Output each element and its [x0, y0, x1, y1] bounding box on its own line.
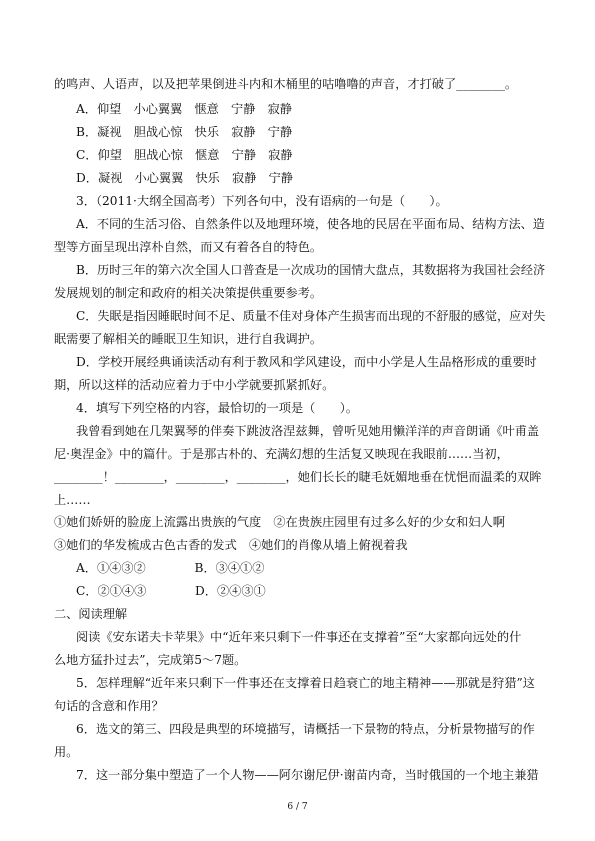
- option-c: C．失眠是指因睡眠时间不足、质量不佳对身体产生损害而出现的不舒服的感觉，应对失: [76, 309, 546, 323]
- option-b: B．凝视 胆战心惊 快乐 寂静 宁静: [76, 125, 293, 139]
- text-line: 型等方面呈现出淳朴自然，而又有着各自的特色。: [54, 240, 323, 254]
- passage-line: 上……: [54, 493, 91, 507]
- choice-line: ①她们娇妍的脸庞上流露出贵族的气度 ②在贵族庄园里有过多么好的少女和妇人啊: [54, 515, 505, 529]
- option-d: D．凝视 小心翼翼 快乐 寂静 宁静: [76, 171, 293, 185]
- option-c: C．仰望 胆战心惊 惬意 宁静 寂静: [76, 148, 293, 162]
- answer-options: A．①④③② B．③④①②: [76, 561, 265, 575]
- passage-line: 我曾看到她在几架翼琴的伴奏下跳波洛涅兹舞，曾听见她用懒洋洋的声音朗诵《叶甫盖: [76, 424, 540, 438]
- choice-line: ③她们的华发梳成古色古香的发式 ④她们的肖像从墙上俯视着我: [54, 538, 408, 552]
- page-number: 6 / 7: [287, 802, 308, 812]
- text-line: 发展规划的制定和政府的相关决策提供重要参考。: [54, 286, 323, 300]
- section-heading: 二、阅读理解: [54, 607, 128, 621]
- text-line: 用。: [54, 745, 79, 759]
- option-d: D．学校开展经典诵读活动有利于教风和学风建设，而中小学是人生品格形成的重要时: [76, 355, 537, 369]
- reading-instruction: 阅读《安东诺夫卡苹果》中“近年来只剩下一件事还在支撑着”至“大家都向远处的什: [76, 630, 522, 644]
- text-line: 句话的含意和作用？: [54, 699, 164, 713]
- question-5: 5．怎样理解“近年来只剩下一件事还在支撑着日趋衰亡的地主精神——那就是狩猎”这: [76, 676, 535, 690]
- option-a: A．不同的生活习俗、自然条件以及地理环境，使各地的民居在平面布局、结构方法、造: [76, 217, 545, 231]
- text-line: 眠需要了解相关的睡眠卫生知识，进行自我调护。: [54, 332, 323, 346]
- option-b: B．历时三年的第六次全国人口普查是一次成功的国情大盘点，其数据将为我国社会经济: [76, 263, 546, 277]
- passage-line: 尼·奥涅金》中的篇什。于是那古朴的、充满幻想的生活复又映现在我眼前……当初，: [54, 447, 509, 461]
- question-3: 3．（2011·大纲全国高考）下列各句中，没有语病的一句是（ ）。: [76, 194, 448, 208]
- text-line: 的鸣声、人语声，以及把苹果倒进斗内和木桶里的咕噜噜的声音，才打破了________。: [54, 77, 518, 91]
- reading-instruction: 么地方猛扑过去”，完成第5～7题。: [54, 653, 247, 667]
- option-a: A．仰望 小心翼翼 惬意 宁静 寂静: [76, 102, 292, 116]
- question-6: 6．选文的第三、四段是典型的环境描写，请概括一下景物的特点，分析景物描写的作: [76, 722, 535, 736]
- passage-line: ________！________，________，________，她们长长的睫毛妩媚地垂在忧悒而温柔的双眸: [54, 470, 542, 484]
- question-7: 7．这一部分集中塑造了一个人物——阿尔谢尼伊·谢苗内奇，当时俄国的一个地主兼猎: [76, 768, 539, 782]
- question-4: 4．填写下列空格的内容，最恰切的一项是（ ）。: [76, 401, 358, 415]
- text-line: 期，所以这样的活动应着力于中小学就要抓紧抓好。: [54, 378, 335, 392]
- answer-options: C．②①④③ D．②④③①: [76, 584, 266, 598]
